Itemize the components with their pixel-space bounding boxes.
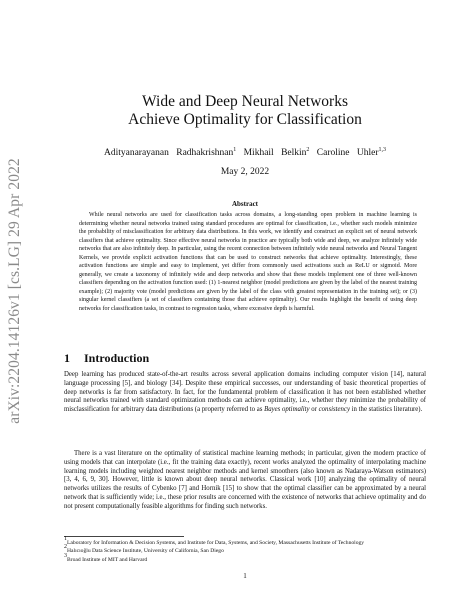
arxiv-identifier (4, 128, 26, 454)
author-name: Caroline Uhler (316, 148, 379, 158)
footnote-item (64, 552, 426, 564)
author-affiliation-mark: 1 (233, 147, 237, 153)
paragraph-text: or (309, 406, 319, 414)
footnote-mark: 2 (64, 544, 67, 551)
abstract-body: While neural networks are used for classification tasks across domains, a long-standing open problem in machine learning is determining whether neural networks trained using standard procedures are optimal for classification, i.e., whether such models minimize the probability of misclassification for arbitrary data distributions. In this work, we identify and construct an explicit set of neural network classifiers that achieve optimality. Since effective neural networks in practice are typically both wide and deep, we analyze infinitely wide networks that are also infinitely deep. In particular, using the recent connection between infinitely wide neural networks and Neural Tangent Kernels, we provide explicit activation functions that can be used to construct networks that achieve optimality. Interestingly, these activation functions are simple and easy to implement, yet differ from commonly used activations such as ReLU or sigmoid. More generally, we create a taxonomy of infinitely wide and deep networks and show that these models implement one of three well-known classifiers depending on the activation function used: (1) 1-nearest neighbor (model predictions are given by the label of the nearest training example); (2) majority vote (model predictions are given by the label of the class with greatest representation in the training set); or (3) singular kernel classifiers (a set of classifiers containing those that achieve optimality). Our results highlight the benefit of using deep networks for classification tasks, in contrast to regression tasks, where excessive depth is harmful. (79, 212, 417, 313)
arxiv-identifier-text: arXiv:2204.14126v1 [cs.LG] 29 Apr 2022 (6, 158, 24, 424)
page-number: 1 (243, 572, 247, 580)
abstract-heading: Abstract (231, 200, 259, 208)
footnote-text: Halıcıoğlu Data Science Institute, University of California, San Diego (67, 548, 224, 555)
section-heading (64, 351, 149, 366)
paragraph-text: Deep learning has produced state-of-the-art results across several application domains including computer vision [14], natural language processing [5], and biology [34]. Despite these empirical successes, our understanding of basic theoretical properties of deep networks is far from satisfactory. In fact, for the fundamental problem of classification it has not been established whether neural networks trained with standard optimization methods can achieve optimality, i.e., whether they minimize the probability of misclassification for arbitrary data distributions (a property referred to as (64, 371, 426, 414)
section-number: 1 (64, 351, 70, 365)
intro-paragraph-2: There is a vast literature on the optimality of statistical machine learning methods; in particular, given the modern practice of using models that can interpolate (i.e., fit the training data exactly), recent works analyzed the optimality of interpolating machine learning models including weighted nearest neighbor methods and kernel smoothers (also known as Nadaraya-Watson estimators) [3, 4, 6, 9, 30]. However, little is known about deep neural networks. Classical work [10] analyzing the optimality of neural networks utilizes the results of Cybenko [7] and Hornik [15] to show that the optimal classifier can be approximated by a neural network that is sufficiently wide; i.e., these prior results are concerned with the existence of networks that achieve optimality and do not present computationally feasible algorithms for finding such networks. (64, 450, 426, 510)
section-title: Introduction (84, 351, 150, 365)
footnote-text: Laboratory for Information & Decision Systems, and Institute for Data, Systems, and Society, Massachusetts Institute of Technology (67, 540, 365, 546)
author-affiliation-mark: 1,3 (378, 147, 386, 153)
intro-paragraph-1 (64, 371, 426, 415)
italic-term-bayes-optimality: Bayes optimality (264, 406, 310, 414)
title-line-1: Wide and Deep Neural Networks (142, 93, 348, 110)
author-list (40, 148, 450, 158)
title-line-2: Achieve Optimality for Classification (128, 111, 362, 128)
paper-date: May 2, 2022 (220, 167, 270, 177)
footnote-mark: 3 (64, 552, 67, 559)
footnote-item (64, 544, 426, 555)
footnote-text: Broad Institute of MIT and Harvard (67, 556, 148, 563)
footnote-item (64, 536, 426, 547)
paper-title (64, 93, 426, 129)
author-name: Mikhail Belkin (243, 148, 307, 158)
italic-term-consistency: consistency (318, 406, 350, 414)
footnotes (64, 536, 426, 564)
footnote-divider (64, 536, 184, 537)
paragraph-text: in the statistics literature). (349, 406, 423, 414)
author-affiliation-mark: 2 (306, 147, 310, 153)
author-name: Adityanarayanan Radhakrishnan (103, 148, 234, 158)
footnote-mark: 1 (64, 536, 67, 542)
